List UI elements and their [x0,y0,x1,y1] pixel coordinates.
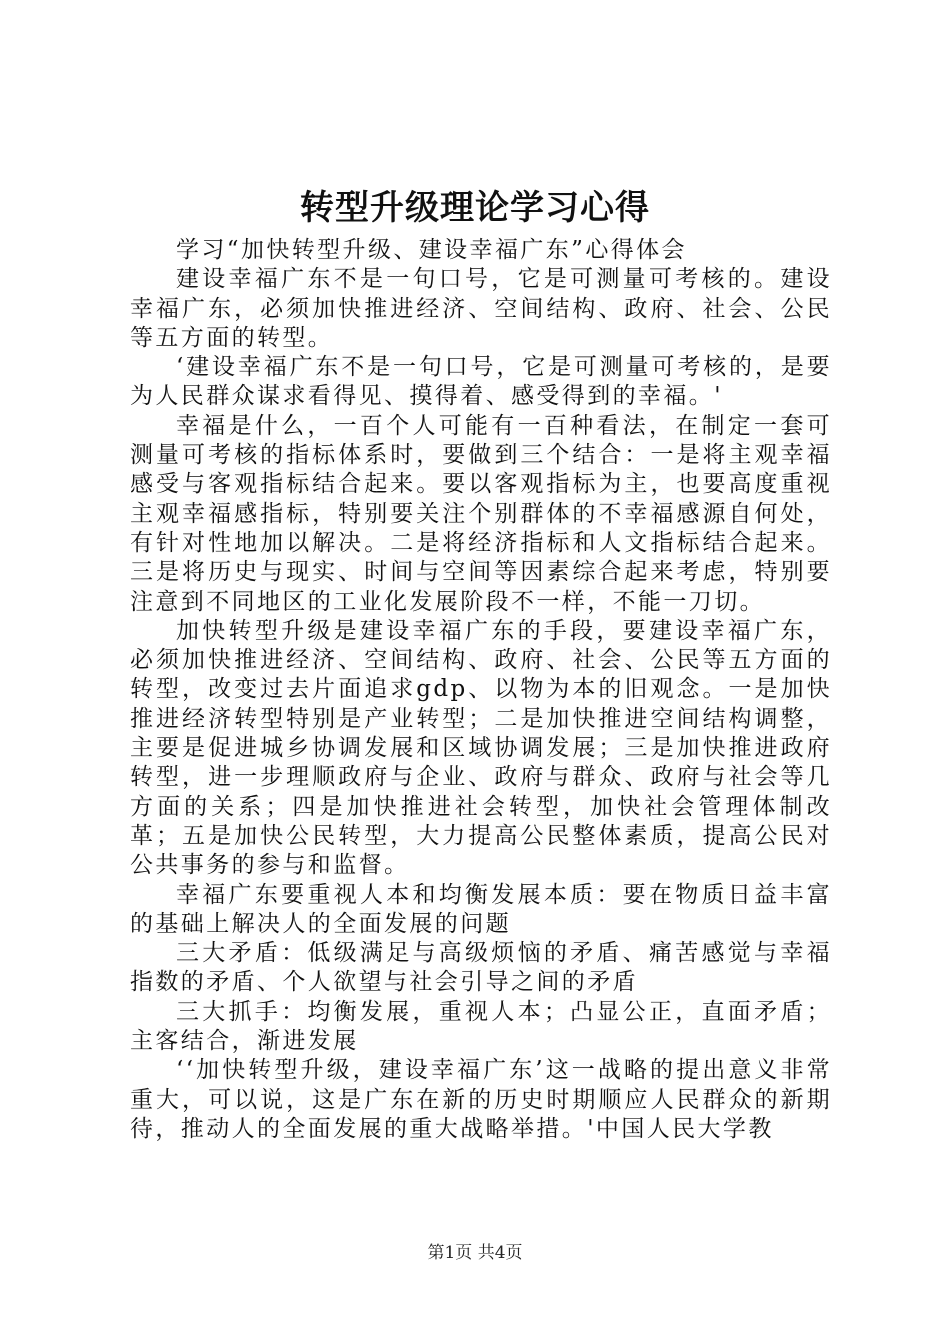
paragraph: 幸福是什么，一百个人可能有一百种看法，在制定一套可测量可考核的指标体系时，要做到三个结合：一是将主观幸福感受与客观指标结合起来。要以客观指标为主，也要高度重视主观幸福感指标，特别要关注个别群体的不幸福感源自何处，有针对性地加以解决。二是将经济指标和人文指标结合起来。三是将历史与现实、时间与空间等因素综合起来考虑，特别要注意到不同地区的工业化发展阶段不一样，不能一刀切。 [130,412,832,615]
paragraph: 三大矛盾：低级满足与高级烦恼的矛盾、痛苦感觉与幸福指数的矛盾、个人欲望与社会引导之间的矛盾 [130,940,832,996]
paragraph-quote: ‘‘加快转型升级，建设幸福广东’这一战略的提出意义非常重大，可以说，这是广东在新的历史时期顺应人民群众的新期待，推动人的全面发展的重大战略举措。'中国人民大学教 [130,1057,832,1142]
document-body [130,236,832,1144]
paragraph: 建设幸福广东不是一句口号，它是可测量可考核的。建设幸福广东，必须加快推进经济、空间结构、政府、社会、公民等五方面的转型。 [130,266,832,351]
paragraph-quote: ‘建设幸福广东不是一句口号，它是可测量可考核的，是要为人民群众谋求看得见、摸得着、感受得到的幸福。' [130,354,832,410]
document-title: 转型升级理论学习心得 [300,188,650,228]
paragraph-subtitle: 学习“加快转型升级、建设幸福广东”心得体会 [176,237,687,263]
paragraph: 加快转型升级是建设幸福广东的手段，要建设幸福广东，必须加快推进经济、空间结构、政府、社会、公民等五方面的转型，改变过去片面追求gdp、以物为本的旧观念。一是加快推进经济转型特别是产业转型；二是加快推进空间结构调整，主要是促进城乡协调发展和区域协调发展；三是加快推进政府转型，进一步理顺政府与企业、政府与群众、政府与社会等几方面的关系；四是加快推进社会转型，加快社会管理体制改革；五是加快公民转型，大力提高公民整体素质，提高公民对公共事务的参与和监督。 [130,617,832,879]
paragraph: 三大抓手：均衡发展，重视人本；凸显公正，直面矛盾；主客结合，渐进发展 [130,998,832,1055]
paragraph: 幸福广东要重视人本和均衡发展本质：要在物质日益丰富的基础上解决人的全面发展的问题 [130,881,832,937]
page-number-footer: 第1页 共4页 [427,1243,523,1263]
